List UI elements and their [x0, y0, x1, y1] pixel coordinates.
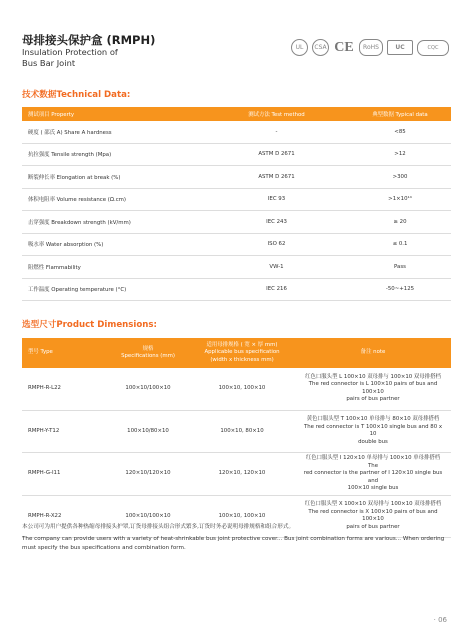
property-cell: 阻燃性 Flammability: [22, 256, 204, 279]
table-header-row: [22, 338, 451, 368]
property-cell: 断裂伸长率 Elongation at break (%): [22, 166, 204, 189]
value-cell: >1×10¹⁴: [349, 188, 451, 211]
method-cell: ASTM D 2671: [204, 143, 349, 166]
csa-logo: CSA: [312, 39, 329, 56]
table-row: [22, 410, 451, 453]
ordering-note-en-line-1: The company can provide users with a variety of heat-shrinkable bus joint protective cover... Bus joint combination forms are various... When ordering: [22, 536, 445, 542]
ce-logo: CE: [334, 39, 354, 55]
rohs-logo: RoHS: [359, 39, 383, 56]
value-cell: -50~+125: [349, 278, 451, 301]
table-header-row: [22, 107, 451, 121]
note-line-en: The red connector is L 100×10 pairs of bus and 100×10: [308, 381, 438, 395]
value-cell: Pass: [349, 256, 451, 279]
spec-cell: 100×10/100×10: [107, 368, 189, 410]
value-cell: ≥ 20: [349, 211, 451, 234]
note-line-cn: 红色口服头型 X 100×10 双母排与 100×10 双母排搭档: [304, 501, 442, 508]
ul-logo: UL: [291, 39, 308, 56]
spec-cell: 100×10/100×10: [107, 495, 189, 538]
table-row: [22, 453, 451, 496]
header-type: 型号 Type: [22, 338, 107, 368]
property-cell: 击穿强度 Breakdown strength (kV/mm): [22, 211, 204, 234]
certification-logos: [291, 39, 449, 56]
method-cell: ISO 62: [204, 233, 349, 256]
type-cell: RMPH-R-X22: [22, 495, 107, 538]
note-line-en: The red connector is T 100×10 single bus and 80 x 10: [303, 423, 443, 438]
product-title-cn: 母排接头保护盒 (RMPH): [22, 33, 156, 47]
method-cell: ASTM D 2671: [204, 166, 349, 189]
table-row: [22, 143, 451, 166]
spec-cell: 120×10/120×10: [107, 453, 189, 496]
note-line-en: red connector is the partner of I 120×10 single bus and: [303, 470, 443, 484]
ordering-note-en-line-2: must specify the bus specifications and combination form.: [22, 545, 186, 551]
note-line-cn: 红色口服头型 L 100×10 双母排与 100×10 双母排搭档: [305, 373, 441, 380]
table-row: [22, 278, 451, 301]
value-cell: >300: [349, 166, 451, 189]
type-cell: RMPH-G-I11: [22, 453, 107, 496]
technical-data-table: [22, 107, 451, 301]
ordering-note-en: [22, 535, 451, 553]
product-dimensions-heading: 选型尺寸Product Dimensions:: [22, 320, 157, 330]
method-cell: VW-1: [204, 256, 349, 279]
value-cell: <85: [349, 121, 451, 143]
table-row: [22, 211, 451, 234]
property-cell: 抗拉强度 Tensile strength (Mpa): [22, 143, 204, 166]
technical-data-heading: 技术数据Technical Data:: [22, 90, 131, 100]
header-spec-en: Specifications (mm): [121, 353, 175, 359]
header-test-method: 测试方法 Test method: [204, 107, 349, 121]
product-dimensions-table: [22, 338, 451, 538]
property-cell: 硬度 ( 邵氏 A) Share A hardness: [22, 121, 204, 143]
note-line-cn: 黄色口服头型 T 100×10 单母排与 80×10 双母排搭档: [306, 416, 440, 423]
method-cell: IEC 243: [204, 211, 349, 234]
page-number: · 06: [433, 616, 447, 624]
title-en-line-2: Bus Bar Joint: [22, 58, 76, 68]
note-cell: [295, 453, 451, 496]
header-bus-line-2: Applicable bus specification: [204, 349, 280, 356]
property-cell: 体积电阻率 Volume resistance (Ω.cm): [22, 188, 204, 211]
note-cell: [295, 495, 451, 538]
product-title-en: [22, 47, 222, 69]
header-applicable-bus: [189, 338, 295, 368]
note-cell: [295, 410, 451, 453]
note-cell: [295, 368, 451, 410]
table-row: [22, 368, 451, 410]
value-cell: >12: [349, 143, 451, 166]
header-spec-cn: 规格: [142, 345, 154, 352]
note-line-en: pairs of bus partner: [346, 396, 400, 403]
value-cell: ≤ 0.1: [349, 233, 451, 256]
note-line-en: pairs of bus partner: [346, 523, 400, 530]
type-cell: RMPH-R-L22: [22, 368, 107, 410]
table-row: [22, 256, 451, 279]
header-bus-line-3: (width x thickness mm): [210, 356, 274, 363]
method-cell: -: [204, 121, 349, 143]
uc-logo: UC: [387, 40, 413, 55]
note-line-en: double bus: [358, 438, 388, 445]
bus-cell: 120×10, 120×10: [189, 453, 295, 496]
table-row: [22, 495, 451, 538]
method-cell: IEC 93: [204, 188, 349, 211]
header-typical-data: 典型数据 Typical data: [349, 107, 451, 121]
bus-cell: 100×10, 100×10: [189, 495, 295, 538]
note-line-en: The red connector is X 100×10 pairs of bus and 100×10: [308, 508, 438, 523]
bus-cell: 100×10, 80×10: [189, 410, 295, 453]
cqc-logo: CQC: [417, 40, 449, 56]
bus-cell: 100×10, 100×10: [189, 368, 295, 410]
table-row: [22, 233, 451, 256]
header-note: 备注 note: [295, 338, 451, 368]
header-bus-line-1: 适用母排规格 ( 宽 × 厚 mm): [206, 341, 278, 348]
header-specifications: [107, 338, 189, 368]
table-row: [22, 188, 451, 211]
note-line-cn: 红色口服头型 I 120×10 单母排与 100×10 单母排搭档 The: [305, 455, 441, 469]
spec-cell: 100×10/80×10: [107, 410, 189, 453]
method-cell: IEC 216: [204, 278, 349, 301]
table-row: [22, 166, 451, 189]
type-cell: RMPH-Y-T12: [22, 410, 107, 453]
property-cell: 吸水率 Water absorption (%): [22, 233, 204, 256]
ordering-note-cn: 本公司可为用户提供各种热缩母排接头护罩,订货母排接头组合形式繁多,订货时务必说明母排规格和组合形式。: [22, 524, 295, 530]
property-cell: 工作温度 Operating temperature (°C): [22, 278, 204, 301]
table-row: [22, 121, 451, 143]
title-en-line-1: Insulation Protection of: [22, 47, 118, 57]
header-property: 测试项目 Property: [22, 107, 204, 121]
note-line-en: 100×10 single bus: [347, 485, 399, 491]
